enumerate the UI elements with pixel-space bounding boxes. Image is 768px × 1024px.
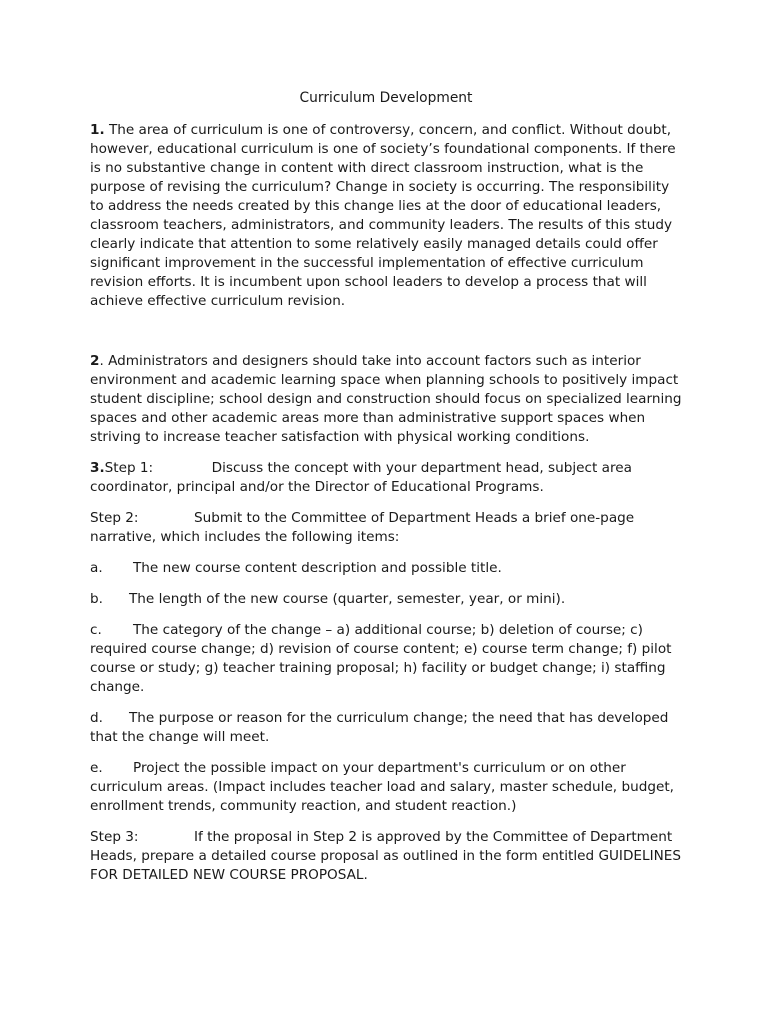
step-3-text: If the proposal in Step 2 is approved by the Committee of Department Heads, prepare a detailed course proposal as outlined in the form entitled GUIDELINES FOR DETAILED NEW COURSE PROPOSAL. [90,829,681,883]
step-3-label: Step 3: [90,829,139,845]
list-item [90,709,682,747]
list-item-text: The new course content description and possible title. [133,560,502,576]
section-1-number: 1. [90,122,105,138]
list-item-text: The purpose or reason for the curriculum change; the need that has developed that the change will meet. [90,710,669,745]
section-2-paragraph [90,352,682,447]
list-item-label: d. [90,710,103,726]
step-2-label: Step 2: [90,510,139,526]
list-item-label: c. [90,622,102,638]
step-1-text: Discuss the concept with your department head, subject area coordinator, principal and/or the Director of Educational Programs. [90,460,632,495]
list-item [90,759,682,816]
list-item-text: The length of the new course (quarter, semester, year, or mini). [129,591,566,607]
section-1-text: The area of curriculum is one of controversy, concern, and conflict. Without doubt, however, educational curriculum is one of society’s foundational components. If there is no substantive change in content with direct classroom instruction, what is the purpose of revising the curriculum? Change in society is occurring. The responsibility to address the needs created by this change lies at the door of educational leaders, classroom teachers, administrators, and community leaders. The results of this study clearly indicate that attention to some relatively easily managed details could offer significant improvement in the successful implementation of effective curriculum revision efforts. It is incumbent upon school leaders to develop a process that will achieve effective curriculum revision. [90,122,676,309]
list-item-text: Project the possible impact on your department's curriculum or on other curriculum areas. (Impact includes teacher load and salary, master schedule, budget, enrollment trends, community reaction, and student reaction.) [90,760,674,814]
list-item [90,559,682,578]
step-1-paragraph [90,459,682,497]
section-2-text: . Administrators and designers should take into account factors such as interior environment and academic learning space when planning schools to positively impact student discipline; school design and construction should focus on specialized learning spaces and other academic areas more than administrative support spaces when striving to increase teacher satisfaction with physical working conditions. [90,353,682,445]
list-item-text: The category of the change – a) additional course; b) deletion of course; c) required course change; d) revision of course content; e) course term change; f) pilot course or study; g) teacher training proposal; h) facility or budget change; i) staffing change. [90,622,672,695]
list-item-label: a. [90,560,103,576]
document-page [90,89,682,897]
section-3-number: 3. [90,460,105,476]
document-title: Curriculum Development [299,90,473,106]
step-1-label: Step 1: [104,460,154,476]
section-2-number: 2 [90,353,100,369]
list-item [90,590,682,609]
list-item-label: e. [90,760,103,776]
step-2-text: Submit to the Committee of Department Heads a brief one-page narrative, which includes the following items: [90,510,635,545]
section-1-paragraph [90,121,682,311]
step-3-paragraph [90,828,682,885]
step-2-paragraph [90,509,682,547]
list-item-label: b. [90,591,103,607]
list-item [90,621,682,697]
